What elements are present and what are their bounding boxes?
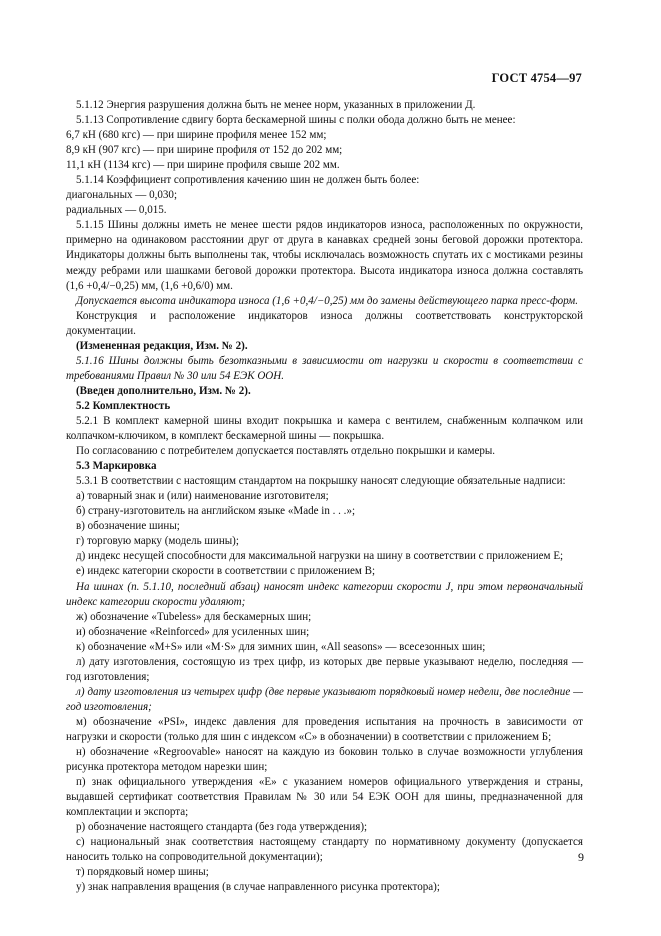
paragraph: 5.1.15 Шины должны иметь не менее шести рядов индикаторов износа, расположенных по окружности, примерно на одинаковом расстоянии друг от друга в канавках средней зоны беговой дорожки протектора. Индикаторы должны быть выполнены так, чтобы исключалась возможность спутать их с мостиками резины между ребрами или шашками беговой дорожки протектора. Высота индикатора износа должна составлять (1,6 +0,4/−0,25) мм, (1,6 +0,6/0) мм. [66,219,583,292]
list-item: а) товарный знак и (или) наименование изготовителя; [76,490,329,503]
list-item: д) индекс несущей способности для максимальной нагрузки на шину в соответствии с приложением Е; [76,550,564,563]
section-heading: 5.2 Комплектность [76,399,171,412]
list-item: у) знак направления вращения (в случае направленного рисунка протектора); [76,881,440,894]
list-item: п) знак официального утверждения «Е» с указанием номеров официального утверждения и страны, выдавшей сертификат соответствия Правилам № 30 или 54 ЕЭК ООН для шины, предназначенной для комплектации и экспорта; [66,776,583,819]
document-header: ГОСТ 4754—97 [491,71,582,85]
list-item: г) торговую марку (модель шины); [76,535,239,548]
list-item: л) дату изготовления из четырех цифр (две первые указывают порядковый номер недели, две последние — год изготовления; [66,685,583,713]
list-item: н) обозначение «Regroovable» наносят на каждую из боковин только в случае возможности углубления рисунка протектора методом нарезки шин; [66,746,583,774]
paragraph: 5.1.16 Шины должны быть безотказными в зависимости от нагрузки и скорости в соответствии с требованиями Правил № 30 или 54 ЕЭК ООН. [66,354,583,382]
list-item: л) дату изготовления, состоящую из трех цифр, из которых две первые указывают неделю, последняя — год изготовления; [66,655,583,683]
list-item: На шинах (п. 5.1.10, последний абзац) наносят индекс категории скорости J, при этом первоначальный индекс категории скорости удаляют; [66,580,583,608]
paragraph: 5.1.13 Сопротивление сдвигу борта бескамерной шины с полки обода должно быть не менее: [76,114,516,127]
paragraph: радиальных — 0,015. [66,204,167,217]
paragraph: 5.3.1 В соответствии с настоящим стандартом на покрышку наносят следующие обязательные надписи: [76,475,566,488]
paragraph: Конструкция и расположение индикаторов износа должны соответствовать конструкторской документации. [66,309,583,337]
paragraph: Допускается высота индикатора износа (1,6 +0,4/−0,25) мм до замены действующего парка пресс-форм. [76,294,578,307]
paragraph: 6,7 кН (680 кгс) — при ширине профиля менее 152 мм; [66,129,327,142]
paragraph: 8,9 кН (907 кгс) — при ширине профиля от 152 до 202 мм; [66,144,343,157]
list-item: м) обозначение «PSI», индекс давления для проведения испытания на прочность в зависимости от нагрузки и скорости (только для шин с индексом «С» в обозначении) в соответствии с приложением Б; [66,715,583,743]
paragraph: 5.2.1 В комплект камерной шины входит покрышка и камера с вентилем, снабженным колпачком или колпачком-ключиком, в комплект бескамерной шины — покрышка. [66,414,583,443]
list-item: б) страну-изготовитель на английском языке «Made in . . .»; [76,505,356,518]
paragraph: 5.1.12 Энергия разрушения должна быть не менее норм, указанных в приложении Д. [76,99,476,111]
paragraph: (Измененная редакция, Изм. № 2). [76,339,248,352]
list-item: в) обозначение шины; [76,520,180,533]
list-item: и) обозначение «Reinforced» для усиленных шин; [76,625,310,638]
list-item: т) порядковый номер шины; [76,866,209,879]
paragraph: По согласованию с потребителем допускается поставлять отдельно покрышки и камеры. [76,445,496,458]
paragraph: (Введен дополнительно, Изм. № 2). [76,384,251,397]
list-item: с) национальный знак соответствия настоящему стандарту по нормативному документу (допускается наносить только на сопроводительной документации); [66,836,583,864]
list-item: ж) обозначение «Tubeless» для бескамерных шин; [76,610,312,623]
section-heading: 5.3 Маркировка [76,460,157,473]
page-number: 9 [578,850,584,864]
paragraph: диагональных — 0,030; [66,189,178,202]
paragraph: 5.1.14 Коэффициент сопротивления качению шин не должен быть более: [76,174,420,187]
list-item: е) индекс категории скорости в соответствии с приложением В; [76,565,376,578]
list-item: р) обозначение настоящего стандарта (без года утверждения); [76,821,368,834]
paragraph: 11,1 кН (1134 кгс) — при ширине профиля свыше 202 мм. [66,159,340,172]
document-body [66,98,583,895]
list-item: к) обозначение «M+S» или «M·S» для зимних шин, «All seasons» — всесезонных шин; [76,640,486,653]
